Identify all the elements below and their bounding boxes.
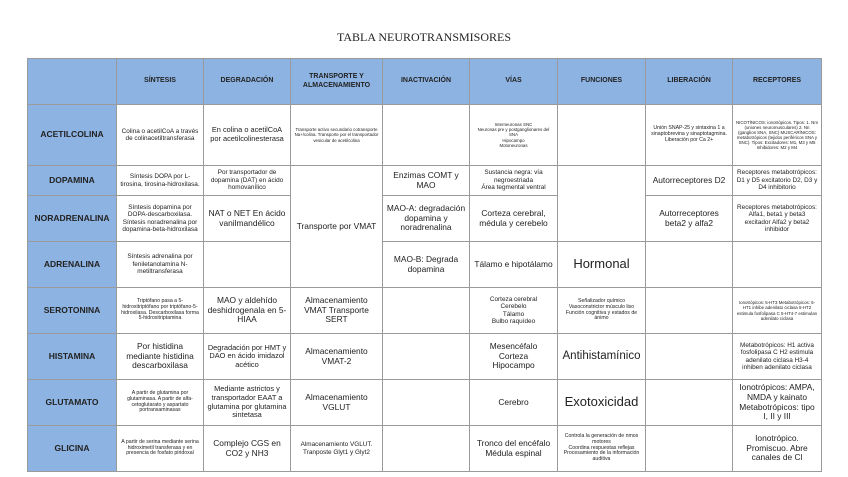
cell-receptores: Ionotrópicos: AMPA, NMDA y kainato Metabotrópicos: tipo I, II y III [733,380,822,426]
table-row [28,426,822,472]
row-name: NORADRENALINA [28,196,117,242]
cell-funciones [558,426,646,472]
cell-transporte: Almacenamiento VGLUT. Tranposte Glyt1 y Glyt2 [291,426,383,472]
cell-line: Función cognitiva y estados de ánimo [565,309,638,322]
cell-transporte: Almacenamiento VMAT-2 [291,334,383,380]
cell-line: Vasoconstrictor músculo liso [568,303,635,310]
page-title: TABLA NEUROTRANSMISORES [336,30,512,44]
cell-inactivacion [383,426,470,472]
cell-liberacion [646,334,733,380]
table-row [28,288,822,334]
cell-degradacion: En colina o acetilCoA por acetilcolinesterasa [204,105,291,166]
cell-receptores: Receptores metabotrópicos: D1 y D5 excitatorio D2, D3 y D4 inhibitorio [733,166,822,196]
cell-line: Sustancia negra: vía negroestriada [484,169,543,184]
cell-inactivacion [383,105,470,166]
cell-line: Área tegmental ventral [481,184,546,192]
cell-line: Coordina respuestas reflejas [568,444,635,451]
cell-receptores: Ionotrópicos: 5-HT3 Metabotrópicos: 5-HT1 inhibe adenilato ciclasa 5-HT2 estimula fosfolipasa C 5-HT4-7 estimulan adenilato ciclasa [733,288,822,334]
row-name: ADRENALINA [28,242,117,288]
cell-funciones: Antihistamínico [558,334,646,380]
cell-line: Interneuronas SNC [494,122,533,128]
header-corner [28,59,117,105]
table-row [28,242,822,288]
cell-funciones: Exotoxicidad [558,380,646,426]
cell-inactivacion: Enzimas COMT y MAO [383,166,470,196]
header-inactivacion: INACTIVACIÓN [383,59,470,105]
cell-sintesis: Síntesis DOPA por L-tirosina, tirosina-hidroxilasa. [117,166,204,196]
cell-receptores: NICOTÍNICOS: ionotrópicos. Tipos: 1. Nm (uniones neuromusculares) 2. Nn (ganglios SNA, SNC) MUSCARÍNICOS: metabotrópicos (tejidos periféricos SNA y SNC). Tipos: Excitadores: M1, M3 y M5 Inhibidores: M2 y M4 [733,105,822,166]
header-degradacion: DEGRADACIÓN [204,59,291,105]
cell-sintesis: Triptófano pasa a 5-hidroxitriptófano por triptófano-5-hidroxilasa. Descarboxilasa forma 5-hidroxitriptamina [117,288,204,334]
cell-line: Señalizador químico [577,297,625,304]
cell-receptores: Ionotrópico. Promiscuo. Abre canales de Cl [733,426,822,472]
cell-transporte: Almacenamiento VMAT Transporte SERT [291,288,383,334]
header-funciones: FUNCIONES [558,59,646,105]
header-receptores: RECEPTORES [733,59,822,105]
cell-degradacion: NAT o NET En ácido vanilmandélico [204,196,291,242]
header-row [28,59,822,105]
cell-transporte: Almacenamiento VGLUT [291,380,383,426]
cell-inactivacion: MAO-A: degradación dopamina y noradrenalina [383,196,470,242]
cell-funciones [558,105,646,166]
cell-sintesis: Por histidina mediante histidina descarboxilasa [117,334,204,380]
table-row [28,166,822,196]
cell-funciones [558,166,646,242]
cell-inactivacion: MAO-B: Degrada dopamina [383,242,470,288]
cell-funciones: Hormonal [558,242,646,288]
cell-transporte-merged: Transporte por VMAT [291,166,383,288]
neurotransmitter-table [27,58,822,472]
cell-liberacion: Autorreceptores beta2 y alfa2 [646,196,733,242]
header-vias: VÍAS [470,59,558,105]
table-row [28,196,822,242]
cell-sintesis: A partir de glutamina por glutaminasa. A partir de alfa-cetoglutarato y aspartato portransaminasas [117,380,204,426]
cell-receptores: Receptores metabotrópicos: Alfa1, beta1 y beta3 excitador Alfa2 y beta2 inhibidor [733,196,822,242]
header-transporte: TRANSPORTE Y ALMACENAMIENTO [291,59,383,105]
cell-sintesis: Síntesis dopamina por DOPA-descarboxilasa. Síntesis noradrenalina por dopamina-beta-hidroxilasa [117,196,204,242]
cell-line: Tronco del encéfalo [476,437,551,448]
cell-line: Médula espinal [485,447,542,458]
cell-degradacion: Degradación por HMT y DAO en ácido imidazol acético [204,334,291,380]
cell-liberacion [646,242,733,288]
cell-receptores [733,242,822,288]
cell-line: Controla la generación de nmos motores [564,432,639,445]
row-name: DOPAMINA [28,166,117,196]
row-name: HISTAMINA [28,334,117,380]
cell-liberacion [646,288,733,334]
row-name: SEROTONINA [28,288,117,334]
cell-inactivacion [383,334,470,380]
cell-line: Procesamiento de la información auditiva [563,450,640,463]
cell-inactivacion [383,380,470,426]
cell-line: Corteza [498,350,529,361]
cell-vias [470,105,558,166]
cell-line: Motoneuronas [499,142,528,148]
cell-liberacion: Autorreceptores D2 [646,166,733,196]
row-name: GLICINA [28,426,117,472]
header-liberacion: LIBERACIÓN [646,59,733,105]
row-name: ACETILCOLINA [28,105,117,166]
cell-line: Hipocampo [492,360,535,371]
cell-line: Neuronas pre y postganglionares del SNA [477,127,550,138]
cell-line: Hipocampo [502,137,525,143]
table-row [28,105,822,166]
cell-sintesis: Síntesis adrenalina por feniletanolamina N-metiltransferasa [117,242,204,288]
cell-inactivacion [383,288,470,334]
cell-vias [470,166,558,196]
cell-funciones [558,288,646,334]
cell-line: Bulbo raquídeo [491,317,536,325]
row-name: GLUTAMATO [28,380,117,426]
cell-liberacion: Unión SNAP-25 y sintaxina 1 a sinaptobrevina y sinaptotagmina. Liberación por Ca 2+ [646,105,733,166]
cell-sintesis: A partir de serina mediante serina hidroximetil transferasa y en presencia de fosfato piridoxal [117,426,204,472]
cell-liberacion [646,380,733,426]
cell-line: Tálamo [502,310,525,318]
cell-vias [470,288,558,334]
cell-line: Cerebelo [500,303,527,311]
cell-degradacion: MAO y aldehído deshidrogenala en 5-HIAA [204,288,291,334]
cell-line: Mesencéfalo [489,341,538,352]
header-sintesis: SÍNTESIS [117,59,204,105]
cell-vias: Tálamo e hipotálamo [470,242,558,288]
cell-liberacion [646,426,733,472]
cell-transporte: Transporte activo secundario cotransporte Na+/colina. Transporte por el transportador vesicular de acetilcolina [291,105,383,166]
cell-degradacion: Por transportador de dopamina (DAT) en ácido homovanílico [204,166,291,196]
cell-line: Corteza cerebral [489,295,538,303]
cell-receptores: Metabotrópicos: H1 activa fosfolipasa C H2 estimula adenilato ciclasa H3-4 inhiben adenilato ciclasa [733,334,822,380]
cell-vias: Corteza cerebral, médula y cerebelo [470,196,558,242]
cell-vias [470,426,558,472]
table-row [28,334,822,380]
cell-vias [470,334,558,380]
cell-vias: Cerebro [470,380,558,426]
cell-degradacion: Mediante astrictos y transportador EAAT a glutamina por glutamina sintetasa [204,380,291,426]
cell-degradacion: Complejo CGS en CO2 y NH3 [204,426,291,472]
cell-sintesis: Colina o acetilCoA a través de colinacetiltransferasa [117,105,204,166]
table-row [28,380,822,426]
cell-degradacion [204,242,291,288]
